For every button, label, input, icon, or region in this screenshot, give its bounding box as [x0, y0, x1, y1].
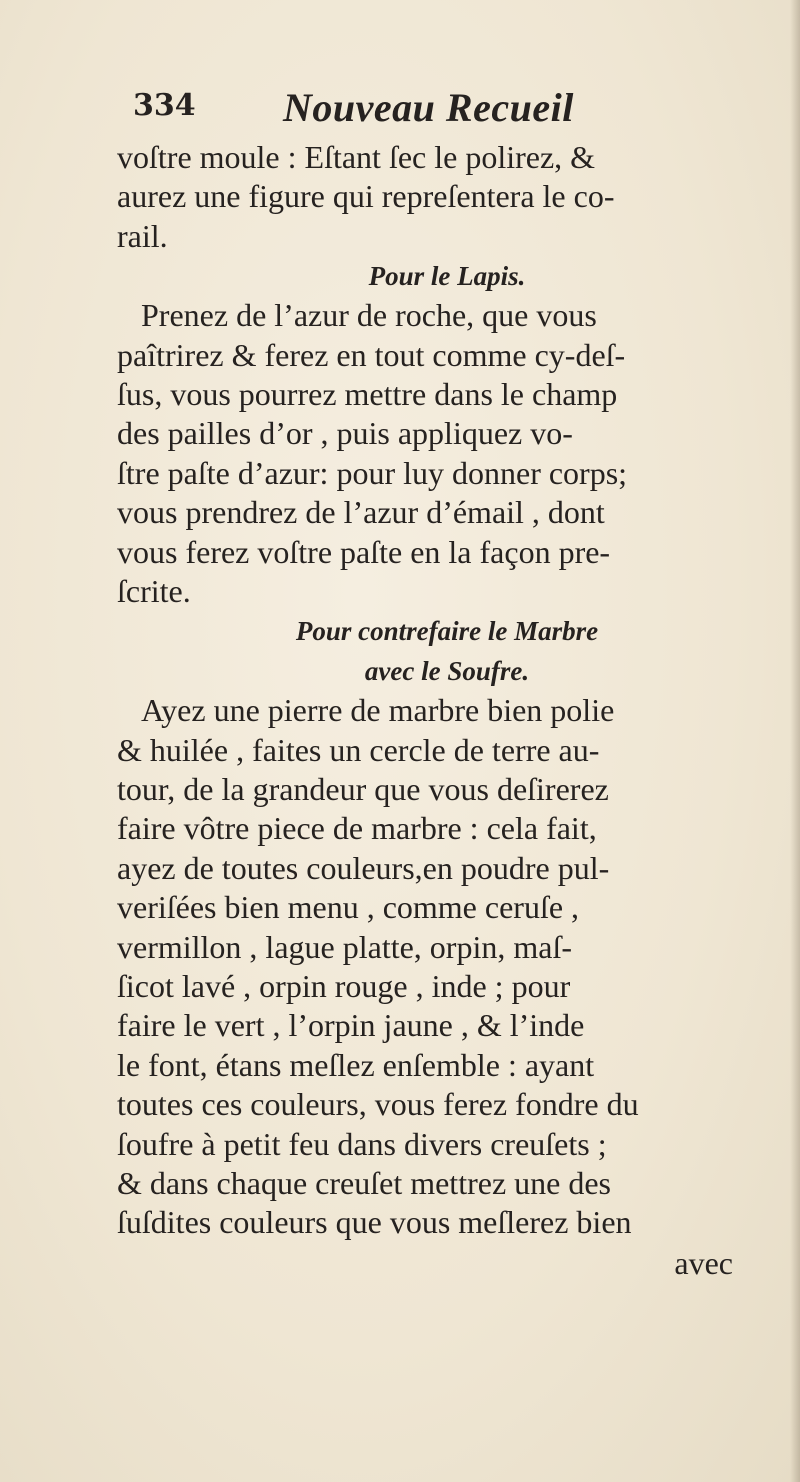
text-line: faire vôtre piece de marbre : cela fait,: [117, 810, 597, 847]
running-head: Nouveau Recueil: [283, 85, 574, 130]
text-line: le font, étans meſlez enſemble : ayant: [117, 1046, 595, 1083]
section-heading-soufre: avec le Soufre.: [364, 656, 530, 687]
text-line: ayez de toutes couleurs,en poudre pul-: [117, 849, 610, 886]
text-line: paîtrirez & ferez en tout comme cy-deſ-: [117, 336, 626, 373]
text-line: & dans chaque creuſet mettrez une des: [117, 1164, 611, 1201]
text-line: Ayez une pierre de marbre bien polie: [141, 692, 615, 729]
body-text: [117, 138, 777, 1283]
text-line: veriſées bien menu , comme ceruſe ,: [117, 889, 580, 926]
text-line: ſoufre à petit feu dans divers creuſets ;: [117, 1125, 607, 1162]
text-line: ſcrite.: [117, 572, 191, 609]
text-line: tour, de la grandeur que vous deſirerez: [117, 771, 609, 808]
catchword: avec: [674, 1244, 733, 1281]
text-line: & huilée , faites un cercle de terre au-: [117, 731, 600, 768]
text-line: toutes ces couleurs, vous ferez fondre du: [117, 1086, 639, 1123]
text-line: faire le vert , l’orpin jaune , & l’inde: [117, 1007, 585, 1044]
text-line: ſus, vous pourrez mettre dans le champ: [117, 375, 618, 412]
text-line: vous prendrez de l’azur d’émail , dont: [117, 494, 605, 531]
page-header: [133, 85, 693, 138]
text-line: ſtre paſte d’azur: pour luy donner corps;: [117, 454, 628, 491]
text-line: des pailles d’or , puis appliquez vo-: [117, 415, 573, 452]
text-line: voſtre moule : Eſtant ſec le polirez, &: [117, 139, 596, 175]
text-line: rail.: [117, 217, 168, 254]
text-line: aurez une figure qui repreſentera le co-: [117, 178, 615, 215]
text-line: ſicot lavé , orpin rouge , inde ; pour: [117, 968, 571, 1005]
section-heading-marbre: Pour contrefaire le Marbre: [295, 616, 599, 647]
text-line: Prenez de l’azur de roche, que vous: [141, 297, 597, 334]
text-line: vous ferez voſtre paſte en la façon pre-: [117, 533, 611, 570]
section-heading-lapis: Pour le Lapis.: [368, 261, 526, 292]
text-line: vermillon , lague platte, orpin, maſ-: [117, 928, 572, 965]
page-number: 334: [133, 88, 196, 123]
page-edge-shadow: [790, 0, 800, 1482]
text-line: ſuſdites couleurs que vous meſlerez bien: [117, 1204, 632, 1241]
